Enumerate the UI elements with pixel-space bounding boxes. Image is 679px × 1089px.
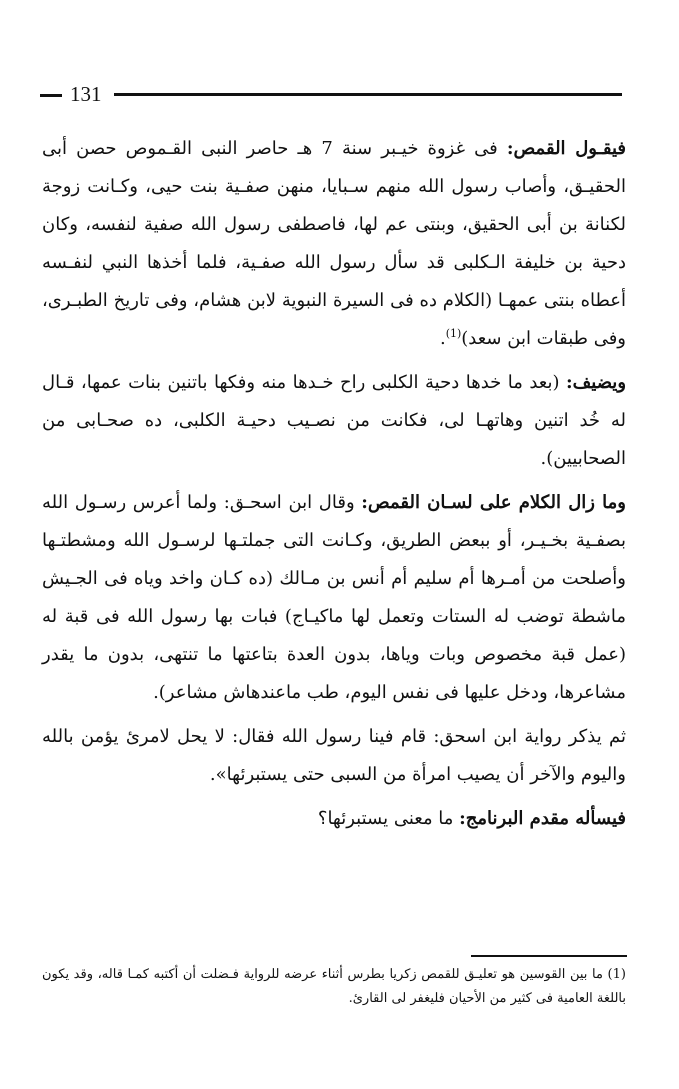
paragraph-lead: وما زال الكلام على لسـان القمص: (361, 492, 626, 513)
header-dash (40, 94, 62, 97)
paragraph-1 (42, 130, 626, 358)
footnote-reference: (1) (445, 327, 462, 340)
body-text (42, 130, 626, 844)
header-rule (114, 93, 622, 96)
footnote-divider (471, 955, 627, 957)
paragraph-2 (42, 364, 626, 478)
footnote (42, 963, 626, 1011)
paragraph-text: وقال ابن اسحـق: ولما أعرس رسـول الله بصفـية بخـيـر، أو ببعض الطريق، وكـانت التى جملتـها لرسـول الله ومشطتـها وأصلحت من أمـرها أم سليم أم أنس بن مـالك (ده كـان واخد وياه فى الجـيش ماشطة توضب له الستات وتعمل لها ماكيـاج) فبات بها رسول الله فى قبة له (عمل قبة مخصوص وبات وياها، بدون العدة بتاعتها ما تنتهى، بدون ما يقدر مشاعرها، ودخل عليها فى نفس اليوم، طب ماعندهاش مشاعر). (42, 492, 626, 703)
paragraph-lead: ويضيف: (565, 372, 627, 393)
paragraph-3 (42, 484, 626, 712)
paragraph-text: فى غزوة خيـبر سنة 7 هـ حاصر النبى القـموص حصن أبى الحقيـق، وأصاب رسول الله منهم سـبايا، منهن صفـية بنت حيى، وكـانت زوجة لكنانة بن أبى الحقيق، وبنتى عم لها، فاصطفى رسول الله صفية لنفسه، وكان دحية بن خليفة الـكلبى قد سأل رسول الله صفـية، فلما أخذها النبي لنفـسه أعطاه بنتى عمهـا (الكلام ده فى السيرة النبوية لابن هشام، وفى تاريخ الطبـرى، وفى طبقات ابن سعد) (42, 138, 626, 349)
paragraph-lead: فيقـول القمص: (506, 138, 627, 159)
page-header (40, 80, 622, 110)
page-number: 131 (70, 82, 102, 106)
paragraph-tail: . (439, 328, 446, 349)
paragraph-text: ثم يذكر رواية ابن اسحق: قام فينا رسول الله فقال: لا يحل لامرئ يؤمن بالله واليوم والآخر أن يصيب امرأة من السبى حتى يستبرئها». (42, 726, 626, 785)
footnote-text: (1) ما بين القوسين هو تعليـق للقمص زكريا بطرس أثناء عرضه للرواية فـضلت أن أكتبه كمـا قاله، وقد يكون باللغة العامية فى كثير من الأحيان فليغفر لى القارئ. (42, 967, 626, 1006)
paragraph-5 (42, 800, 626, 838)
paragraph-text: (بعد ما خدها دحية الكلبى راح خـدها منه وفكها باتنين بنات عمها، قـال له خُد اتنين وهاتهـا لى، فكانت من نصـيب دحيـة الكلبى، ده صحـابى من الصحابيين). (42, 372, 626, 469)
paragraph-text: ما معنى يستبرئها؟ (317, 808, 460, 829)
paragraph-4 (42, 718, 626, 794)
paragraph-lead: فيسأله مقدم البرنامج: (459, 808, 626, 829)
